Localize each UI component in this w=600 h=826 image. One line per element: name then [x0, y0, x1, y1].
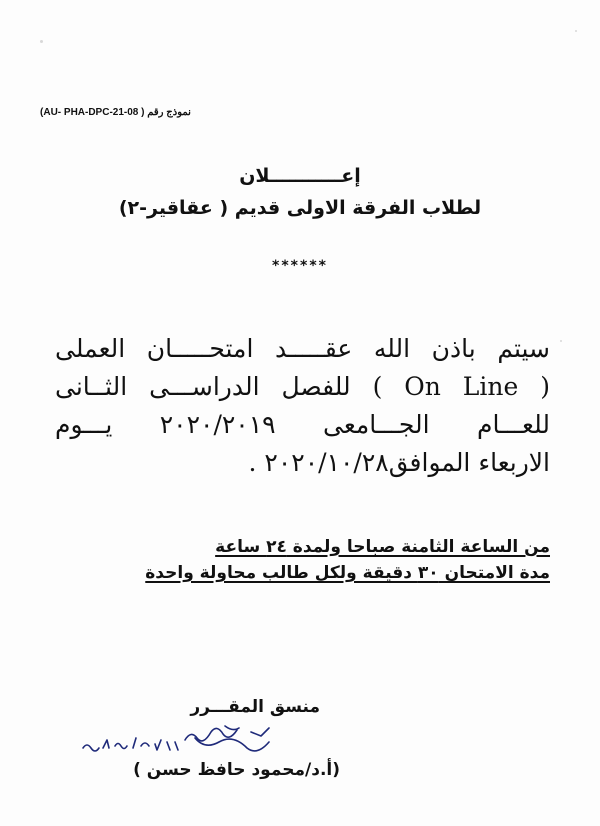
handwritten-signature — [75, 718, 295, 766]
coordinator-name: (أ.د/محمود حافظ حسن ) — [133, 760, 340, 780]
note-line: مدة الامتحان ٣٠ دقيقة ولكل طالب محاولة واحدة — [145, 563, 550, 583]
announcement-title: إعـــــــــــلان — [239, 165, 361, 187]
form-code: نموذج رقم ( AU- PHA-DPC-21-08) — [40, 107, 191, 118]
scan-speck — [560, 340, 562, 342]
scan-speck — [575, 30, 577, 32]
note-line: من الساعة الثامنة صباحا ولمدة ٢٤ ساعة — [215, 537, 550, 557]
announcement-body — [55, 330, 550, 482]
exam-notes — [80, 534, 550, 586]
body-line: الاربعاء الموافق٢٠٢٠/١٠/٢٨ . — [248, 448, 550, 477]
body-line: ( On Line ) للفصل الدراســـى الثــانى — [55, 372, 550, 401]
announcement-subtitle: لطلاب الفرقة الاولى قديم ( عقاقير-٢) — [118, 197, 482, 219]
body-line: سيتم باذن الله عقـــــد امتحـــــان العملى — [55, 334, 550, 363]
body-line: للعـــام الجـــامعى ٢٠٢٠/٢٠١٩ يـــوم — [55, 410, 550, 439]
separator: ****** — [272, 258, 328, 274]
scan-speck — [40, 40, 43, 43]
coordinator-label: منسق المقـــرر — [190, 697, 320, 717]
